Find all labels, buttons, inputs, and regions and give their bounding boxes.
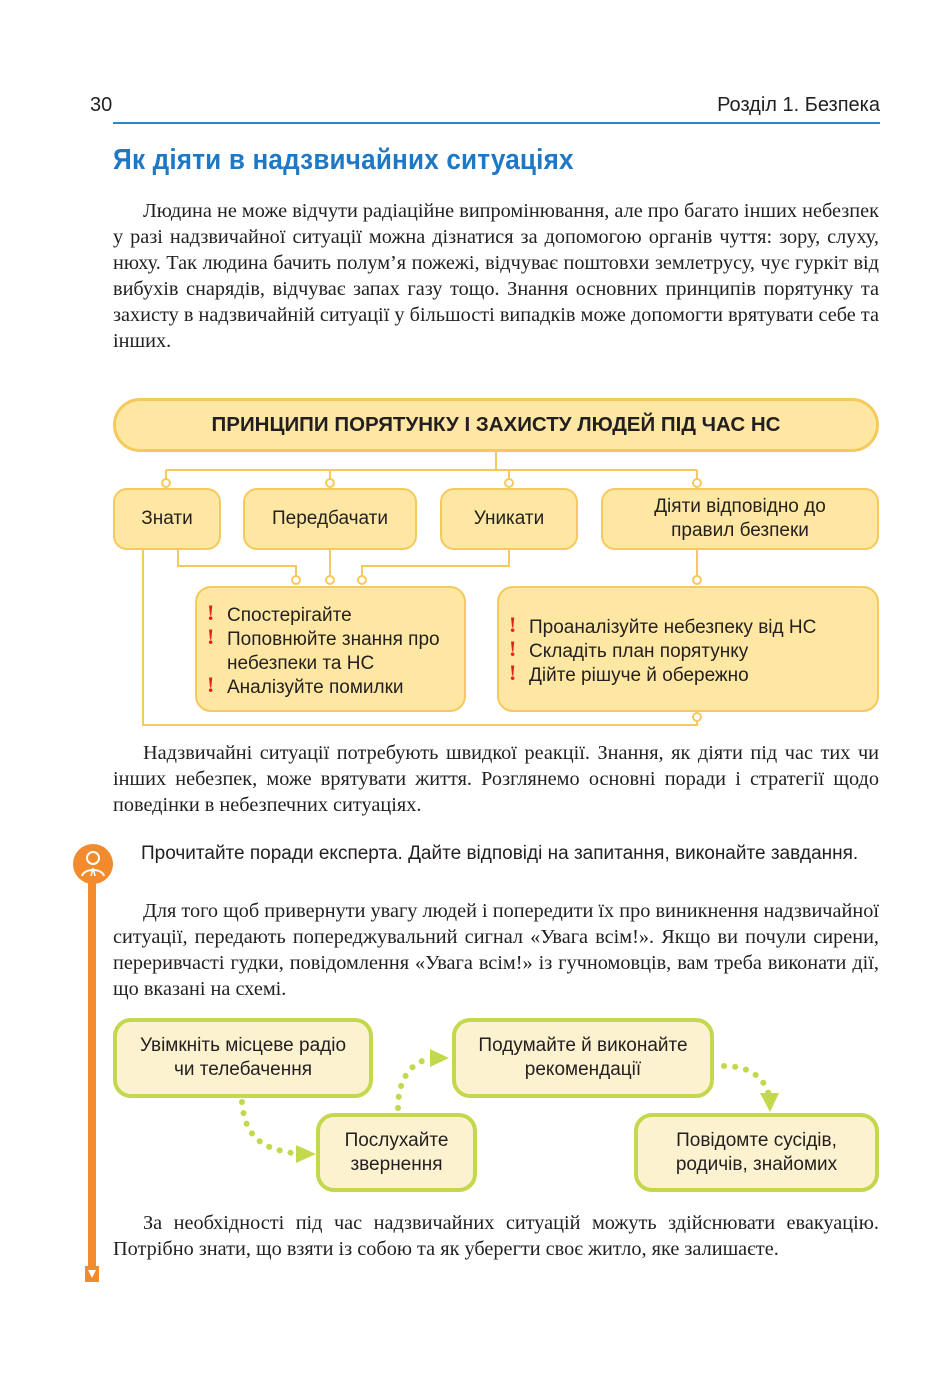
exclamation-icon: ! <box>509 660 517 685</box>
principles-banner: ПРИНЦИПИ ПОРЯТУНКУ І ЗАХИСТУ ЛЮДЕЙ ПІД ЧАС НС <box>113 398 879 452</box>
tip-item: ! Аналізуйте помилки <box>207 672 404 698</box>
principle-avoid: Уникати <box>440 488 578 550</box>
principle-know: Знати <box>113 488 221 550</box>
exclamation-icon: ! <box>207 600 215 625</box>
paragraph-reaction: Надзвичайні ситуації потребують швидкої реакції. Знання, як діяти під час тих чи інших небезпек, може врятувати життя. Розглянемо основні поради і стратегії щодо поведінки в небезпечних ситуаціях. <box>113 742 879 816</box>
exclamation-icon: ! <box>509 612 517 637</box>
step-think-and-follow <box>452 1018 714 1098</box>
tip-item: ! Поповнюйте знання про небезпеки та НС <box>207 624 440 674</box>
step-label: Послухайте звернення <box>344 1129 449 1175</box>
tip-item: ! Дійте рішуче й обережно <box>509 660 749 686</box>
step-label: Повідомте сусідів, родичів, знайомих <box>675 1129 838 1175</box>
exclamation-icon: ! <box>207 672 215 697</box>
exclamation-icon: ! <box>509 636 517 661</box>
tip-item: ! Проаналізуйте небезпеку від НС <box>509 612 817 638</box>
expert-task: Прочитайте поради експерта. Дайте відповіді на запитання, виконайте завдання. <box>141 843 859 864</box>
page-number: 30 <box>90 94 113 116</box>
step-label: Подумайте й виконайте рекомендації <box>478 1035 688 1080</box>
section-label: Розділ 1. Безпека <box>717 94 880 116</box>
step-label: Увімкніть місцеве радіо чи телебачення <box>139 1035 347 1080</box>
step-notify <box>634 1113 879 1192</box>
tip-item: ! Спостерігайте <box>207 600 352 626</box>
paragraph-warning-signal: Для того щоб привернути увагу людей і попередити їх про виникнення надзвичайної ситуації, передають попереджувальний сигнал «Увага всім!». Якщо ви почули сирени, переривчасті гудки, повідомлення «Увага всім!» із гучномовців, вам треба виконати дії, що вказані на схемі. <box>113 900 879 1000</box>
intro-paragraph: Людина не може відчути радіаційне випромінювання, але про багато інших небезпек у разі надзвичайної ситуації можна дізнатися за допомогою органів чуття: зору, слуху, нюху. Так людина бачить полум’я пожежі, відчуває поштовхи землетрусу, чує гуркіт від вибухів снарядів, відчуває запах газу тощо. Знання основних принципів порятунку та захисту в надзвичайній ситуації у більшості випадків може допомогти врятувати себе та інших. <box>113 200 879 352</box>
step-turn-on-radio <box>113 1018 373 1098</box>
principle-foresee: Передбачати <box>243 488 417 550</box>
page-title: Як діяти в надзвичайних ситуаціях <box>113 144 574 176</box>
tip-item: ! Складіть план порятунку <box>509 636 749 662</box>
paragraph-evacuation: За необхідності під час надзвичайних ситуацій можуть здійснювати евакуацію. Потрібно знати, що взяти із собою та як уберегти своє житло, яке залишаєте. <box>113 1212 879 1260</box>
principle-act-label: Діяти відповідно до правил безпеки <box>654 496 826 541</box>
step-listen <box>316 1113 477 1192</box>
exclamation-icon: ! <box>207 624 215 649</box>
